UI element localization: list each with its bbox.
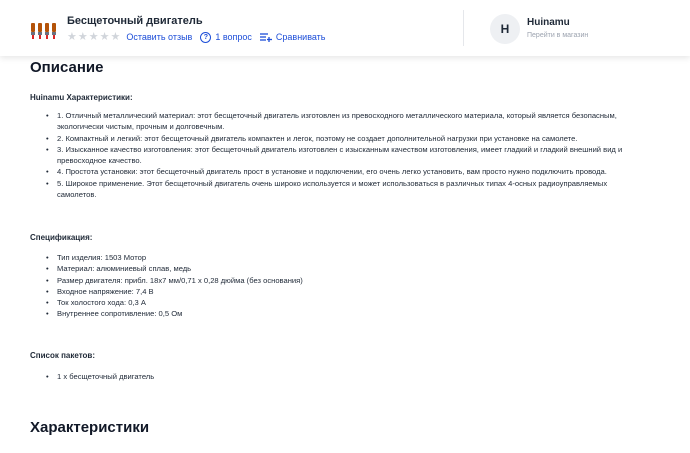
star-icon: ★ bbox=[99, 30, 110, 43]
list-item: • Ток холостого хода: 0,3 А bbox=[44, 297, 303, 308]
list-item: • 1 x бесщеточный двигатель bbox=[44, 371, 154, 382]
list-item: • 3. Изысканное качество изготовления: этот бесщеточный двигатель изготовлен с изысканным качеством изготовления, имеет гладкий и гладкий внешний вид и превосходное качество. bbox=[44, 144, 622, 167]
product-thumbnail[interactable] bbox=[28, 20, 60, 40]
star-icon: ★ bbox=[67, 30, 77, 43]
list-item: • 5. Широкое применение. Этот бесщеточный двигатель очень широко используется и может использоваться в различных типах 4-осных радиоуправляемых самолетов. bbox=[44, 178, 622, 201]
questions-link[interactable] bbox=[200, 32, 252, 43]
header-divider bbox=[463, 10, 464, 46]
star-icon: ★ bbox=[110, 30, 121, 43]
star-icon: ★ bbox=[77, 30, 88, 43]
features-list bbox=[44, 110, 622, 200]
spec-title: Спецификация: bbox=[30, 233, 93, 242]
list-item: • Входное напряжение: 7,4 В bbox=[44, 286, 303, 297]
leave-review-link[interactable]: Оставить отзыв bbox=[126, 32, 193, 42]
store-avatar[interactable]: H bbox=[490, 14, 520, 44]
spec-list bbox=[44, 252, 303, 320]
list-item: • Тип изделия: 1503 Мотор bbox=[44, 252, 303, 263]
list-item: • Внутреннее сопротивление: 0,5 Ом bbox=[44, 308, 303, 319]
star-icon: ★ bbox=[88, 30, 99, 43]
package-list bbox=[44, 371, 154, 382]
compare-icon bbox=[260, 32, 272, 42]
question-icon: ? bbox=[200, 32, 211, 43]
product-meta-row bbox=[67, 30, 334, 44]
list-item: • 1. Отличный металлический материал: этот бесщеточный двигатель изготовлен из превосходного металлического материала, который является безопасным, экологически чистым, прочным и долговечным. bbox=[44, 110, 622, 133]
compare-label: Сравнивать bbox=[275, 32, 326, 42]
features-title: Huinamu Характеристики: bbox=[30, 93, 133, 102]
store-name[interactable]: Huinamu bbox=[527, 17, 570, 28]
characteristics-heading: Характеристики bbox=[30, 419, 150, 436]
list-item: • Размер двигателя: прибл. 18x7 мм/0,71 x 0,28 дюйма (без основания) bbox=[44, 275, 303, 286]
package-title: Список пакетов: bbox=[30, 351, 95, 360]
questions-label: 1 вопрос bbox=[215, 32, 252, 42]
go-to-store-link[interactable]: Перейти в магазин bbox=[527, 32, 589, 39]
rating-stars[interactable] bbox=[67, 32, 120, 43]
product-title: Бесщеточный двигатель bbox=[67, 15, 203, 27]
list-item: • 2. Компактный и легкий: этот бесщеточный двигатель компактен и легок, поэтому не создает дополнительной нагрузки при установке на самолете. bbox=[44, 133, 622, 144]
product-header bbox=[0, 0, 690, 56]
list-item: • 4. Простота установки: этот бесщеточный двигатель прост в установке и подключении, его очень легко установить, вам просто нужно подключить провода. bbox=[44, 166, 622, 177]
list-item: • Материал: алюминиевый сплав, медь bbox=[44, 263, 303, 274]
description-heading: Описание bbox=[30, 59, 104, 76]
compare-link[interactable] bbox=[260, 32, 326, 42]
